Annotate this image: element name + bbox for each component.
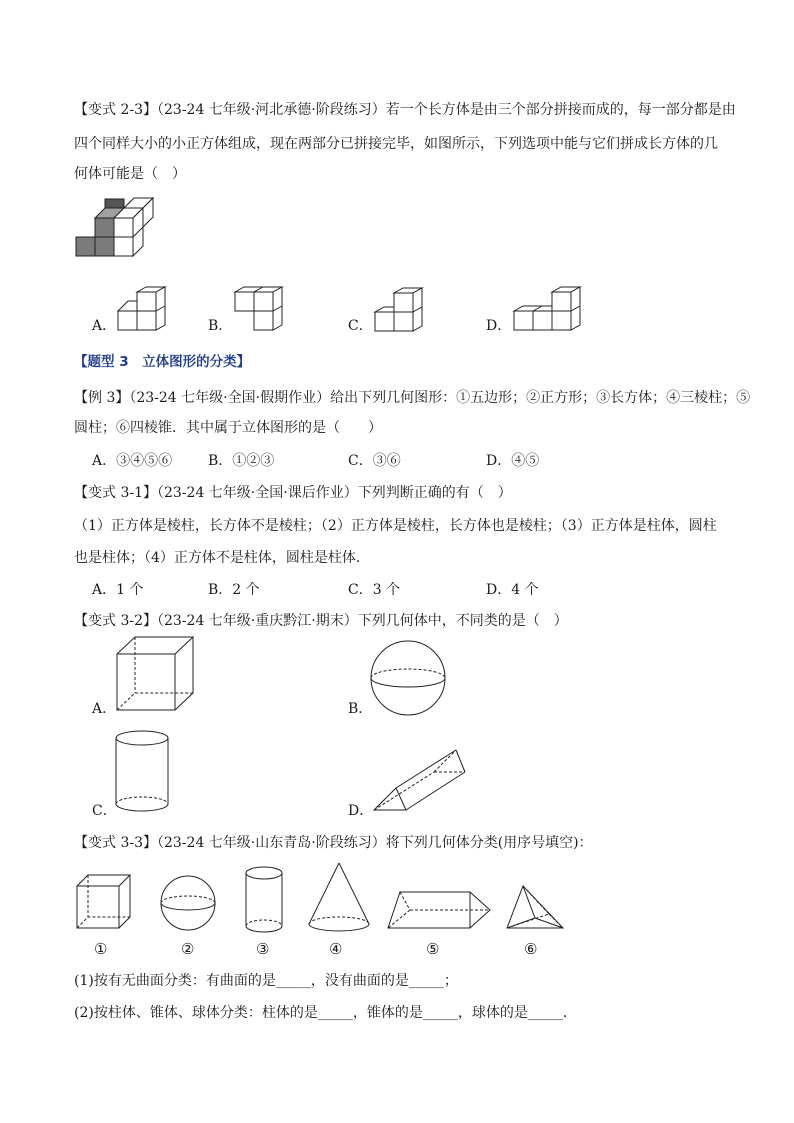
- v32-sphere-figure: [370, 640, 446, 716]
- v33-shape-2-sphere: [160, 875, 216, 931]
- v32-cube-figure: [116, 636, 196, 712]
- v23-option-c: C．: [348, 318, 373, 334]
- v33-label-3: ③: [256, 940, 270, 958]
- v33-shape-1-cube: [76, 874, 132, 930]
- v32-option-c: C．: [92, 803, 117, 819]
- v23-line-3: 何体可能是（ ）: [74, 166, 186, 182]
- v33-line-1: 【变式 3-3】（23-24 七年级·山东青岛·阶段练习）将下列几何体分类(用序号填空)：: [74, 835, 593, 851]
- v23-line-2: 四个同样大小的小正方体组成，现在两部分已拼接完毕，如图所示，下列选项中能与它们拼成长方体的几: [74, 136, 718, 152]
- ex3-option-b: B．①②③: [208, 453, 275, 469]
- v23-option-d-figure: [514, 287, 586, 331]
- v33-label-6: ⑥: [524, 940, 538, 958]
- v31-option-d: D．4 个: [486, 582, 539, 598]
- ex3-option-a: A．③④⑤⑥: [92, 453, 173, 469]
- v32-option-a: A．: [92, 701, 117, 717]
- v33-label-4: ④: [329, 940, 343, 958]
- v23-given-figure: [76, 196, 156, 260]
- v32-line-1: 【变式 3-2】（23-24 七年级·重庆黔江·期末）下列几何体中，不同类的是（ ）: [74, 613, 568, 629]
- v31-line-2: （1）正方体是棱柱，长方体不是棱柱；（2）正方体是棱柱，长方体也是棱柱；（3）正方体是柱体，圆柱: [74, 518, 717, 534]
- v33-label-2: ②: [181, 940, 195, 958]
- v31-line-1: 【变式 3-1】（23-24 七年级·全国·课后作业）下列判断正确的有（ ）: [74, 485, 512, 501]
- v33-shape-5-prism: [386, 888, 492, 932]
- section-3-title: 【题型 3 立体图形的分类】: [74, 354, 251, 370]
- ex3-line-1: 【例 3】（23-24 七年级·全国·假期作业）给出下列几何图形：①五边形；②正方形；③长方体；④三棱柱；⑤: [74, 390, 751, 406]
- v33-question-1: (1)按有无曲面分类：有曲面的是_____，没有曲面的是_____；: [74, 973, 458, 989]
- v23-option-d: D．: [486, 318, 512, 334]
- v32-prism-figure: [372, 748, 468, 814]
- ex3-option-d: D．④⑤: [486, 453, 540, 469]
- v31-option-b: B．2 个: [208, 582, 260, 598]
- v33-shape-6-pyramid: [505, 884, 565, 932]
- v33-question-2: (2)按柱体、锥体、球体分类：柱体的是_____，锥体的是_____，球体的是_____．: [74, 1005, 577, 1021]
- v33-label-5: ⑤: [426, 940, 440, 958]
- v33-label-1: ①: [94, 940, 108, 958]
- v33-shape-3-cylinder: [244, 866, 284, 934]
- v23-line-1: 【变式 2-3】（23-24 七年级·河北承德·阶段练习）若一个长方体是由三个部分拼接而成的，每一部分都是由: [74, 102, 736, 118]
- v23-option-c-figure: [375, 280, 435, 332]
- v32-cylinder-figure: [114, 730, 170, 814]
- v31-line-3: 也是柱体；（4）正方体不是柱体，圆柱是柱体．: [74, 550, 370, 566]
- v32-option-d: D．: [348, 803, 374, 819]
- v23-option-b: B．: [208, 318, 233, 334]
- v23-option-b-figure: [235, 287, 295, 331]
- v31-option-c: C．3 个: [348, 582, 401, 598]
- v23-option-a-figure: [118, 287, 178, 331]
- v31-option-a: A．1 个: [92, 582, 144, 598]
- v23-option-a: A．: [92, 318, 117, 334]
- ex3-option-c: C．③⑥: [348, 453, 401, 469]
- ex3-line-2: 圆柱；⑥四棱锥．其中属于立体图形的是（ ）: [74, 420, 382, 436]
- v33-shape-4-cone: [307, 862, 371, 934]
- v32-option-b: B．: [348, 701, 373, 717]
